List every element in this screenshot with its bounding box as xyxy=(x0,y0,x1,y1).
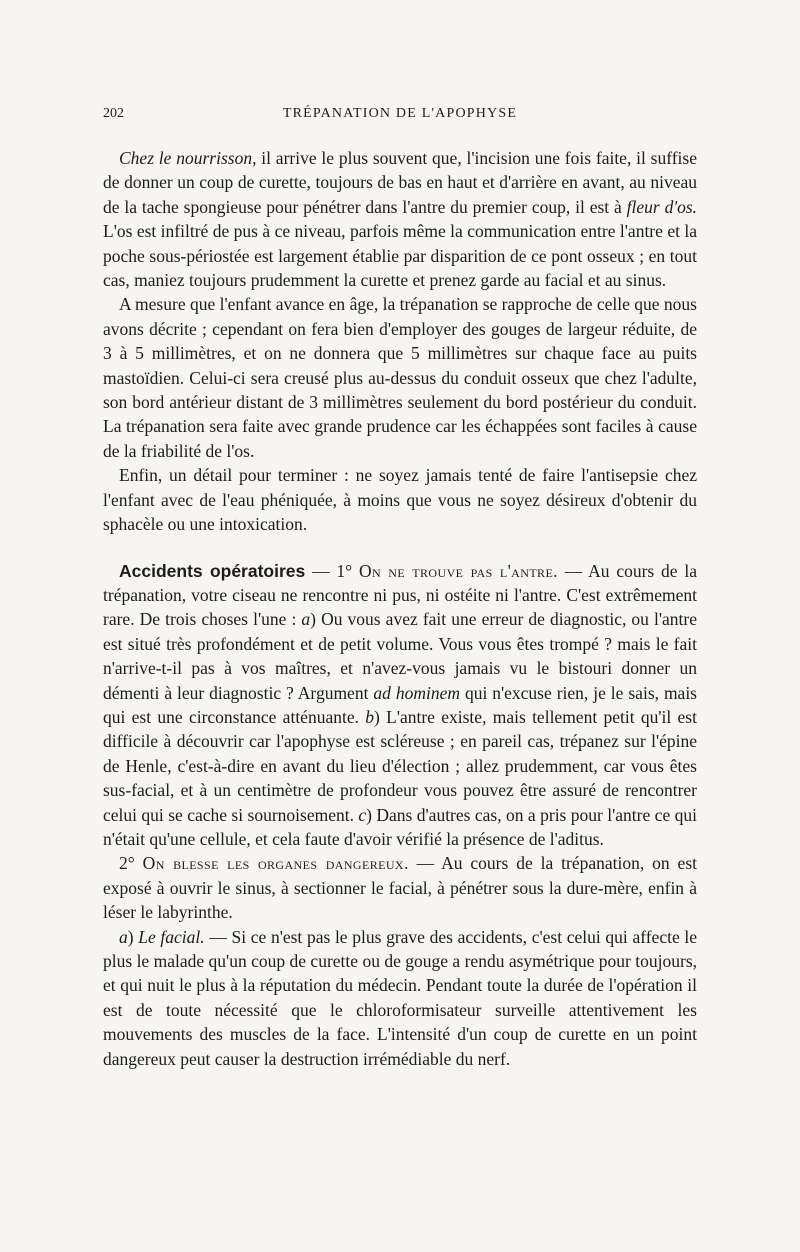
paragraph-organes: 2° On blesse les organes dangereux. — Au cours de la trépanation, on est exposé à ouvrir le sinus, à sectionner le facial, à pénétrer sous la dure-mère, enfin à léser le labyrinthe. xyxy=(103,853,697,923)
page-header xyxy=(103,106,697,128)
section-gap xyxy=(103,537,697,559)
paragraph-text: L'os est infiltré de pus à ce niveau, parfois même la communication entre l'antre et la poche sous-périostée est largement établie par disparition de ce pont osseux ; en tout cas, maniez toujours prudemment la curette et prenez garde au facial et au sinus. xyxy=(103,221,697,291)
paragraph-nourrisson xyxy=(103,146,697,292)
emphasis-nourrisson: Chez le nourrisson, xyxy=(119,148,257,168)
emphasis-fleur-dos: fleur d'os. xyxy=(626,196,698,217)
page-number: 202 xyxy=(103,106,124,121)
running-title: TRÉPANATION DE L'APOPHYSE xyxy=(282,106,518,121)
paragraph-accidents: Accidents opératoires — 1° On ne trouve pas l'antre. — Au cours de la trépanation, votre ciseau ne rencontre ni pus, ni ostéite ni l'antre. C'est extrêmement rare. De trois choses l'une : a) Ou vous avez fait une erreur de diagnostic, ou l'antre est situé très profondément et de petit volume. Vous vous êtes trompé ? mais le fait n'arrive-t-il pas à vos maîtres, et n'avez-vous jamais vu le bistouri donner un démenti à leur diagnostic ? Argument ad hominem qui n'excuse rien, je le sais, mais qui est une circonstance atténuante. b) L'antre existe, mais tellement petit qu'il est difficile à découvrir car l'apophyse est scléreuse ; en pareil cas, trépanez sur l'épine de Henle, c'est-à-dire en avant du lieu d'élection ; allez prudemment, car vous êtes sus-facial, et à un centimètre de profondeur vous pouvez être assuré de rencontrer celui qui se cache si sournoisement. c) Dans d'autres cas, on a pris pour l'antre ce qui n'était qu'une cellule, et cela faute d'avoir vérifié la présence de l'aditus. xyxy=(103,560,698,849)
subheading-facial: Le facial. xyxy=(138,926,205,947)
subheading-organes: On blesse les organes dangereux. xyxy=(142,853,409,874)
paragraph-facial: a) Le facial. — Si ce n'est pas le plus grave des accidents, c'est celui qui affecte le plus le malade qu'un coup de curette ou de gouge a rendu asymétrique pour toujours, et qui nuit le plus à la réputation du médecin. Pendant toute la durée de l'opération il est de toute nécessité que le chloroformisateur surveille attentivement les mouvements des muscles de la face. L'intensité d'un coup de curette en un point dangereux peut causer la destruction irrémédiable du nerf. xyxy=(103,926,698,1069)
paragraph-age: A mesure que l'enfant avance en âge, la trépanation se rapproche de celle que nous avons décrite ; cependant on fera bien d'employer des gouges de largeur réduite, de 3 à 5 millimètres, et on ne donnera que 5 millimètres sur chaque face au puits mastoïdien. Celui-ci sera creusé plus au-dessus du conduit osseux que chez l'adulte, son bord antérieur distant de 3 millimètres seulement du bord postérieur du conduit. La trépanation sera faite avec grande prudence car les échappées sont faciles à cause de la friabilité de l'os. xyxy=(103,294,697,461)
enum-label: b xyxy=(365,706,375,727)
enum-label: a xyxy=(301,609,311,630)
subheading-antre: On ne trouve pas l'antre. xyxy=(358,560,558,581)
enum-label: a xyxy=(119,926,128,947)
page-body xyxy=(103,146,697,1071)
section-heading: Accidents opératoires xyxy=(119,560,306,581)
latin-phrase: ad hominem xyxy=(373,682,460,703)
paragraph-antisepsie: Enfin, un détail pour terminer : ne soyez jamais tenté de faire l'antisepsie chez l'enfant avec de l'eau phéniquée, à moins que vous ne soyez désireux d'obtenir du sphacèle ou une intoxication. xyxy=(103,465,697,535)
paragraph-text: il arrive le plus souvent que, l'incision une fois faite, il suffise de donner un coup de curette, toujours de bas en haut et d'arrière en avant, au niveau de la tache spongieuse pour pénétrer dans l'antre du premier coup, il est à xyxy=(103,148,697,217)
enum-label: c xyxy=(358,804,367,825)
